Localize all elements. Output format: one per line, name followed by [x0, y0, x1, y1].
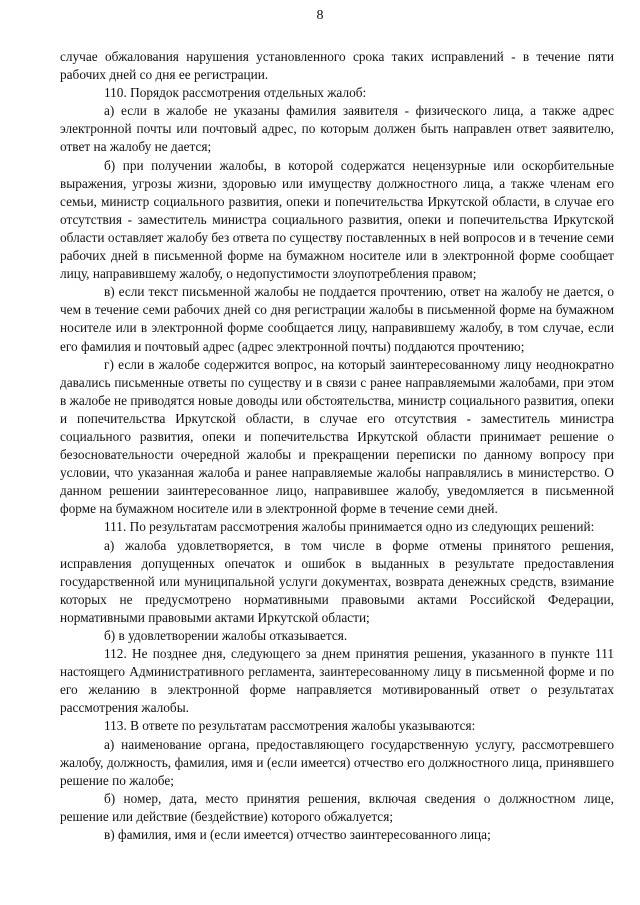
paragraph-continuation: случае обжалования нарушения установленного срока таких исправлений - в течение пяти рабочих дней со дня ее регистрации. [60, 49, 614, 83]
paragraph-111-a: а) жалоба удовлетворяется, в том числе в форме отмены принятого решения, исправления допущенных опечаток и ошибок в выданных в результате предоставления государственной или муниципальной услуги документах, возврата денежных средств, взимание которых не предусмотрено нормативными правовыми актами Российской Федерации, нормативными правовыми актами Иркутской области; [60, 537, 614, 625]
paragraph-110-a: а) если в жалобе не указаны фамилия заявителя - физического лица, а также адрес электронной почты или почтовый адрес, по которым должен быть направлен ответ заявителю, ответ на жалобу не дается; [60, 103, 614, 155]
page-number: 8 [316, 8, 324, 23]
paragraph-110-g: г) если в жалобе содержится вопрос, на который заинтересованному лицу неоднократно давались письменные ответы по существу и в связи с ранее направляемыми жалобами, при этом в жалобе не приводятся новые доводы или обстоятельства, министр социального развития, опеки и попечительства Иркутской области, в случае его отсутствия - заместитель министра социального развития, опеки и попечительства Иркутской области принимает решение о безосновательности очередной жалобы и прекращении переписки по данному вопросу при условии, что указанная жалоба и ранее направляемые жалобы направлялись в министерство. О данном решении заинтересованное лицо, направившее жалобу, уведомляется в письменной форме на бумажном носителе или в электронной форме в течение семи дней. [60, 356, 614, 517]
document-body [60, 48, 614, 844]
paragraph-111-heading: 111. По результатам рассмотрения жалобы принимается одно из следующих решений: [104, 519, 595, 535]
paragraph-113-a: а) наименование органа, предоставляющего государственную услугу, рассмотревшего жалобу, должность, фамилия, имя и (если имеется) отчество его должностного лица, принявшего решение по жалобе; [60, 736, 614, 788]
paragraph-113-v: в) фамилия, имя и (если имеется) отчество заинтересованного лица; [104, 827, 491, 843]
paragraph-113-heading: 113. В ответе по результатам рассмотрения жалобы указываются: [104, 718, 476, 734]
paragraph-111-b: б) в удовлетворении жалобы отказывается. [104, 628, 348, 643]
paragraph-110-b: б) при получении жалобы, в которой содержатся нецензурные или оскорбительные выражения, угрозы жизни, здоровью или имуществу должностного лица, а также членам его семьи, министр социального развития, опеки и попечительства Иркутской области, в случае его отсутствия - заместитель министра социального развития, опеки и попечительства Иркутской области оставляет жалобу без ответа по существу поставленных в ней вопросов и в течение семи рабочих дней в письменной форме на бумажном носителе или в электронной форме сообщает лицу, направившему жалобу, о недопустимости злоупотребления правом; [60, 157, 614, 282]
paragraph-113-b: б) номер, дата, место принятия решения, включая сведения о должностном лице, решение или действие (бездействие) которого обжалуется; [60, 790, 614, 824]
paragraph-110-v: в) если текст письменной жалобы не поддается прочтению, ответ на жалобу не дается, о чем в течение семи рабочих дней со дня регистрации жалобы в письменной форме на бумажном носителе или в электронной форме сообщается лицу, направившему жалобу, в том случае, если его фамилия и почтовый адрес (адрес электронной почты) поддаются прочтению; [60, 284, 614, 354]
paragraph-110-heading: 110. Порядок рассмотрения отдельных жалоб: [104, 85, 367, 101]
paragraph-112: 112. Не позднее дня, следующего за днем принятия решения, указанного в пункте 111 настоящего Административного регламента, заинтересованному лицу в письменной форме и по его желанию в электронной форме направляется мотивированный ответ о результатах рассмотрения жалобы. [60, 646, 614, 716]
